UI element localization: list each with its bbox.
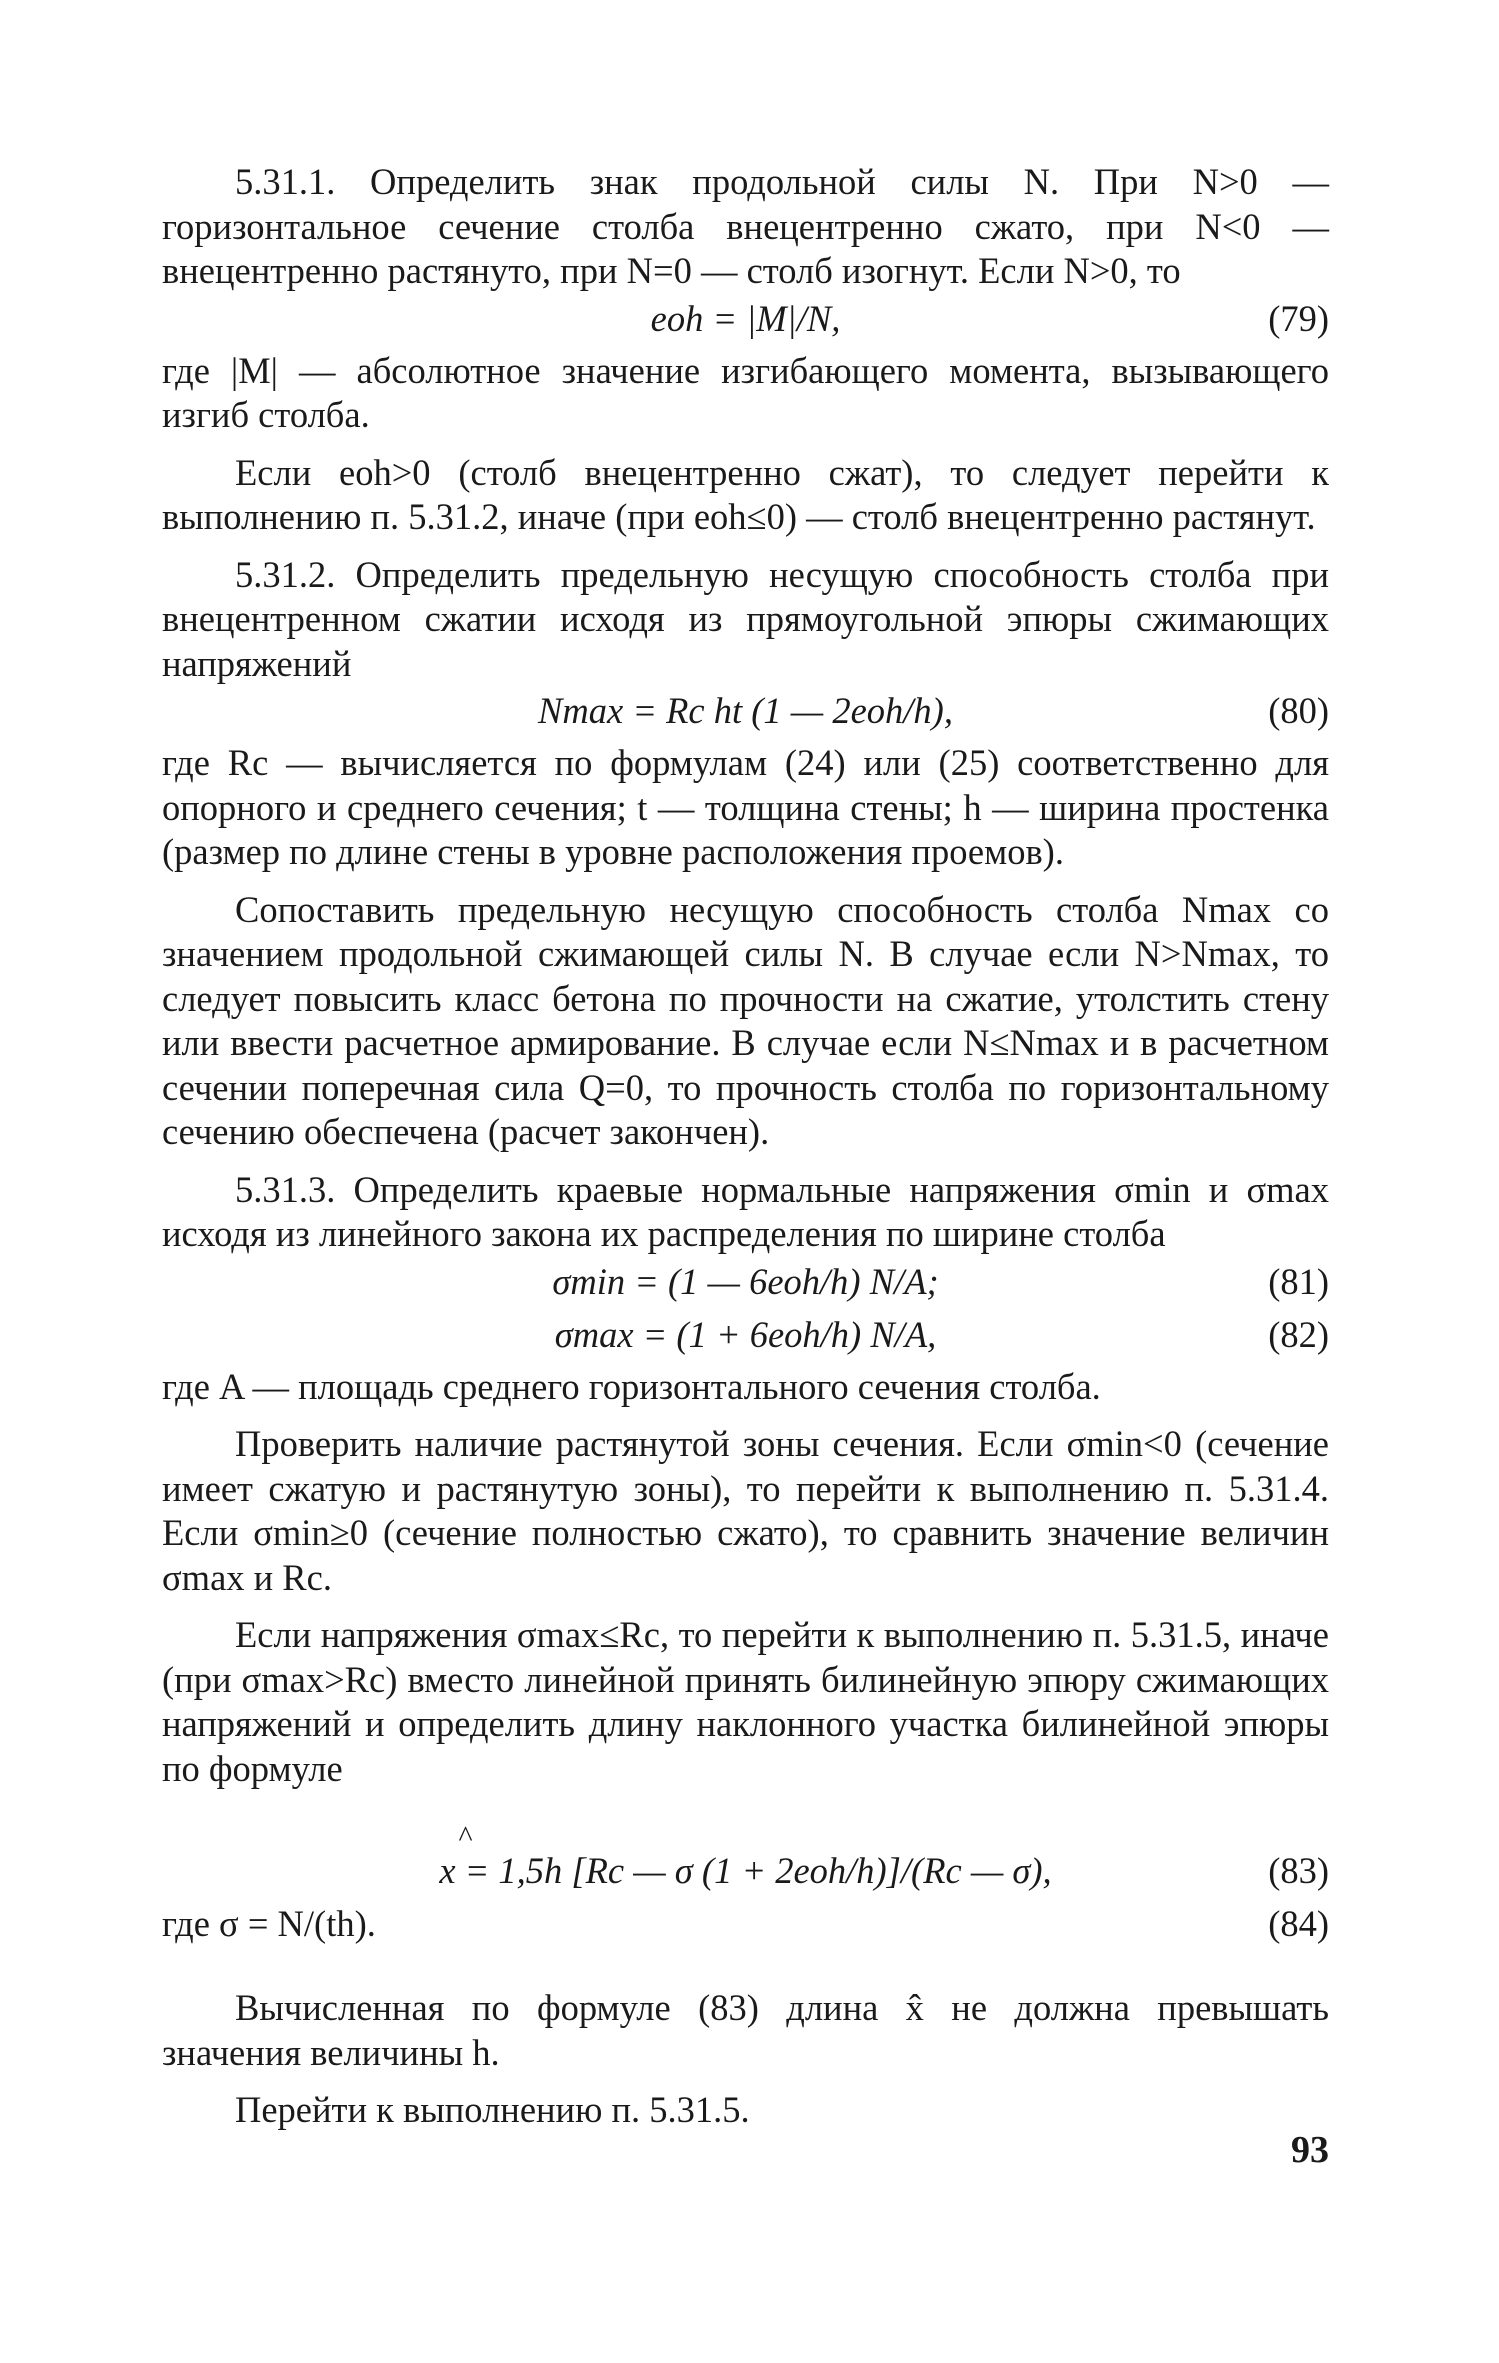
formula-80 xyxy=(162,688,1329,733)
formula-83-text: x = 1,5h [Rc — σ (1 + 2eoh/h)]/(Rc — σ), xyxy=(439,1850,1052,1891)
paragraph-5-31-1: 5.31.1. Определить знак продольной силы N. При N>0 — горизонтальное сечение столба внецентренно сжато, при N<0 — внецентренно растянуто, при N=0 — столб изогнут. Если N>0, то xyxy=(162,161,1329,291)
formula-80-expression: Nmax = Rc ht (1 — 2eoh/h), xyxy=(538,690,953,731)
hat-symbol: ^ xyxy=(458,1820,473,1853)
paragraph-compare-nmax: Сопоставить предельную несущую способность столба Nmax со значением продольной сжимающей силы N. В случае если N>Nmax, то следует повысить класс бетона по прочности на сжатие, утолстить стену или ввести расчетное армирование. В случае если N≤Nmax и в расчетном сечении поперечная сила Q=0, то прочность столба по горизонтальному сечению обеспечена (расчет закончен). xyxy=(162,888,1329,1152)
formula-81-expression: σmin = (1 — 6eoh/h) N/A; xyxy=(552,1260,939,1302)
paragraph-eoh-check: Если eoh>0 (столб внецентренно сжат), то следует перейти к выполнению п. 5.31.2, иначе (при eoh≤0) — столб внецентренно растянут. xyxy=(162,451,1329,537)
formula-79-expression: eoh = |M|/N, xyxy=(650,297,841,339)
formula-83-expression xyxy=(162,1820,1329,1893)
formula-83 xyxy=(162,1809,1329,1893)
paragraph-area-definition: где A — площадь среднего горизонтального сечения столба. xyxy=(162,1365,1101,1407)
formula-84 xyxy=(162,1901,1329,1946)
formula-84-expression: где σ = N/(th). xyxy=(162,1903,376,1944)
paragraph-5-31-3: 5.31.3. Определить краевые нормальные напряжения σmin и σmax исходя из линейного закона их распределения по ширине столба xyxy=(162,1168,1329,1254)
paragraph-x-limit: Вычисленная по формуле (83) длина x̂ не должна превышать значения величины h. xyxy=(162,1987,1329,2073)
formula-82-expression: σmax = (1 + 6eoh/h) N/A, xyxy=(554,1313,937,1355)
paragraph-rc-definition: где Rc — вычисляется по формулам (24) или (25) соответственно для опорного и среднего сечения; t — толщина стены; h — ширина простенка (размер по длине стены в уровне расположения проемов). xyxy=(162,742,1329,872)
formula-79 xyxy=(162,296,1329,341)
formula-81 xyxy=(162,1259,1329,1304)
formula-82-number: (82) xyxy=(1268,1313,1329,1355)
paragraph-go-5-31-5: Перейти к выполнению п. 5.31.5. xyxy=(235,2089,750,2130)
formula-84-number: (84) xyxy=(1268,1903,1329,1944)
paragraph-bilinear: Если напряжения σmax≤Rc, то перейти к выполнению п. 5.31.5, иначе (при σmax>Rc) вместо линейной принять билинейную эпюру сжимающих напряжений и определить длину наклонного участка билинейной эпюры по формуле xyxy=(162,1614,1329,1789)
formula-82 xyxy=(162,1312,1329,1357)
formula-81-number: (81) xyxy=(1268,1260,1329,1302)
formula-80-number: (80) xyxy=(1268,690,1329,731)
formula-79-number: (79) xyxy=(1268,297,1329,339)
paragraph-tension-zone: Проверить наличие растянутой зоны сечения. Если σmin<0 (сечение имеет сжатую и растянутую зоны), то перейти к выполнению п. 5.31.4. Если σmin≥0 (сечение полностью сжато), то сравнить значение величин σmax и Rc. xyxy=(162,1423,1329,1598)
paragraph-abs-moment: где |M| — абсолютное значение изгибающего момента, вызывающего изгиб столба. xyxy=(162,349,1329,435)
formula-83-number: (83) xyxy=(1268,1850,1329,1891)
paragraph-5-31-2: 5.31.2. Определить предельную несущую способность столба при внецентренном сжатии исходя из прямоугольной эпюры сжимающих напряжений xyxy=(162,553,1329,684)
page-number: 93 xyxy=(1291,2129,1329,2171)
